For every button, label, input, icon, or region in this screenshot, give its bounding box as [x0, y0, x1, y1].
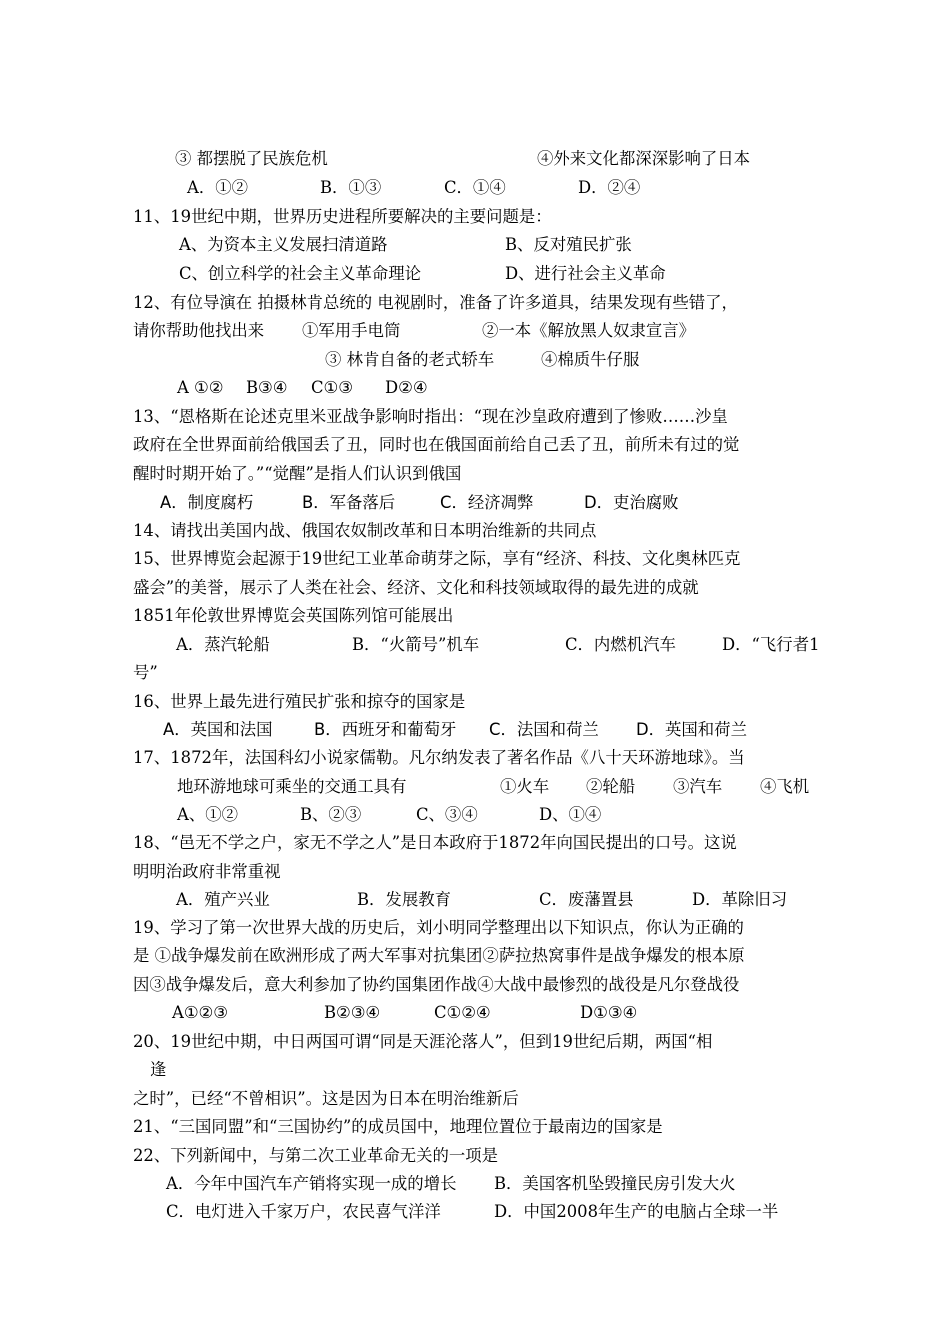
q12-item-2: ②一本《解放黑人奴隶宣言》: [482, 321, 696, 340]
q13-stem-2-text: 政府在全世界面前给俄国丢了丑，同时也在俄国面前给自己丢了丑，前所未有过的觉: [133, 435, 740, 454]
q19-option-d: D①③④: [580, 1003, 638, 1022]
q12-option-b: B③④: [246, 378, 288, 397]
q11-option-a: A、为资本主义发展扫清道路: [179, 235, 388, 254]
q22-stem-text: 22、下列新闻中，与第二次工业革命无关的一项是: [133, 1146, 499, 1165]
q22-option-d: D．中国2008年生产的电脑占全球一半: [494, 1202, 779, 1221]
q13-stem-3-text: 醒时时期开始了。”“觉醒”是指人们认识到俄国: [133, 464, 462, 483]
q18-option-c: C．废藩置县: [539, 890, 634, 909]
q12-option-c: C①③: [311, 378, 353, 397]
q10-item-3: ③ 都摆脱了民族危机: [175, 149, 328, 168]
q19-stem-2-text: 是 ①战争爆发前在欧洲形成了两大军事对抗集团②萨拉热窝事件是战争爆发的根本原: [133, 946, 745, 965]
q18-option-d: D．革除旧习: [692, 890, 788, 909]
q19-stem-3-text: 因③战争爆发后，意大利参加了协约国集团作战④大战中最惨烈的战役是凡尔登战役: [133, 975, 740, 994]
q13-option-c: C．经济凋弊: [440, 493, 534, 512]
q11-option-d: D、进行社会主义革命: [505, 264, 666, 283]
q15-option-b: B．“火箭号”机车: [352, 635, 480, 654]
q19-stem-1-text: 19、学习了第一次世界大战的历史后，刘小明同学整理出以下知识点，你认为正确的: [133, 918, 744, 937]
q13-option-b: B．军备落后: [302, 493, 396, 512]
q17-option-c: C、③④: [416, 805, 478, 824]
q18-option-b: B．发展教育: [357, 890, 451, 909]
q13-option-a: A．制度腐朽: [160, 493, 254, 512]
q11-option-c: C、创立科学的社会主义革命理论: [179, 264, 422, 283]
q10-option-d: D．②④: [578, 178, 641, 197]
q16-option-a: A．英国和法国: [163, 720, 273, 739]
q13-stem-1-text: 13、“恩格斯在论述克里米亚战争影响时指出：“现在沙皇政府遭到了惨败……沙皇: [133, 407, 728, 426]
q10-option-c: C．①④: [444, 178, 506, 197]
q17-item-3: ③汽车: [673, 777, 723, 796]
q15-option-c: C．内燃机汽车: [565, 635, 676, 654]
q19-option-b: B②③④: [324, 1003, 381, 1022]
q16-option-b: B．西班牙和葡萄牙: [314, 720, 457, 739]
q12-item-3: ③ 林肯自备的老式轿车: [325, 350, 495, 369]
q19-option-a: A①②③: [172, 1003, 228, 1022]
q15-stem-2-text: 盛会”的美誉，展示了人类在社会、经济、文化和科技领域取得的最先进的成就: [133, 578, 699, 597]
q21-stem-text: 21、“三国同盟”和“三国协约”的成员国中，地理位置位于最南边的国家是: [133, 1117, 663, 1136]
q10-option-b: B．①③: [320, 178, 382, 197]
q15-option-d: D．“飞行者1: [722, 635, 820, 654]
q17-option-d: D、①④: [539, 805, 602, 824]
q17-option-a: A、①②: [177, 805, 239, 824]
q19-option-c: C①②④: [434, 1003, 491, 1022]
q17-item-2: ②轮船: [586, 777, 636, 796]
q18-option-a: A．殖产兴业: [176, 890, 270, 909]
q16-option-d: D．英国和荷兰: [636, 720, 747, 739]
q15-stem-1-text: 15、世界博览会起源于19世纪工业革命萌芽之际，享有“经济、科技、文化奥林匹克: [133, 549, 741, 568]
q11-option-b: B、反对殖民扩张: [505, 235, 632, 254]
q20-stem-2-text: 逢: [150, 1060, 167, 1079]
q16-stem-text: 16、世界上最先进行殖民扩张和掠夺的国家是: [133, 692, 466, 711]
q15-option-a: A．蒸汽轮船: [176, 635, 270, 654]
q17-item-1: ①火车: [500, 777, 550, 796]
q13-option-d: D．吏治腐败: [584, 493, 679, 512]
q16-option-c: C．法国和荷兰: [489, 720, 599, 739]
q18-stem-2-text: 明明治政府非常重视: [133, 862, 281, 881]
q10-option-a: A．①②: [187, 178, 249, 197]
q22-option-a: A．今年中国汽车产销将实现一成的增长: [166, 1174, 457, 1193]
q20-stem-1-text: 20、19世纪中期，中日两国可谓“同是天涯沦落人”，但到19世纪后期，两国“相: [133, 1032, 713, 1051]
q14-stem-text: 14、请找出美国内战、俄国农奴制改革和日本明治维新的共同点: [133, 521, 597, 540]
q18-stem-1-text: 18、“邑无不学之户，家无不学之人”是日本政府于1872年向国民提出的口号。这说: [133, 833, 737, 852]
q12-option-d: D②④: [385, 378, 428, 397]
q15-stem-3-text: 1851年伦敦世界博览会英国陈列馆可能展出: [133, 606, 454, 625]
q12-option-a: A ①②: [177, 378, 224, 397]
q22-option-c: C．电灯进入千家万户，农民喜气洋洋: [166, 1202, 441, 1221]
q10-item-4: ④外来文化都深深影响了日本: [537, 149, 751, 168]
q20-stem-3-text: 之时”，已经“不曾相识”。这是因为日本在明治维新后: [133, 1089, 519, 1108]
q15-option-wrap-text: 号”: [133, 663, 158, 682]
q17-stem-1-text: 17、1872年，法国科幻小说家儒勒。凡尔纳发表了著名作品《八十天环游地球》。当: [133, 748, 745, 767]
q12-stem-2-text: 请你帮助他找出来: [133, 321, 265, 340]
q22-option-b: B．美国客机坠毁撞民房引发大火: [494, 1174, 736, 1193]
q17-option-b: B、②③: [300, 805, 362, 824]
q12-item-4: ④棉质牛仔服: [541, 350, 640, 369]
q11-stem-text: 11、19世纪中期，世界历史进程所要解决的主要问题是：: [133, 207, 552, 226]
q12-stem-1-text: 12、有位导演在 拍摄林肯总统的 电视剧时，准备了许多道具，结果发现有些错了，: [133, 293, 738, 312]
q17-stem-2-text: 地环游地球可乘坐的交通工具有: [177, 777, 407, 796]
q12-item-1: ①军用手电筒: [302, 321, 401, 340]
q17-item-4: ④飞机: [760, 777, 810, 796]
